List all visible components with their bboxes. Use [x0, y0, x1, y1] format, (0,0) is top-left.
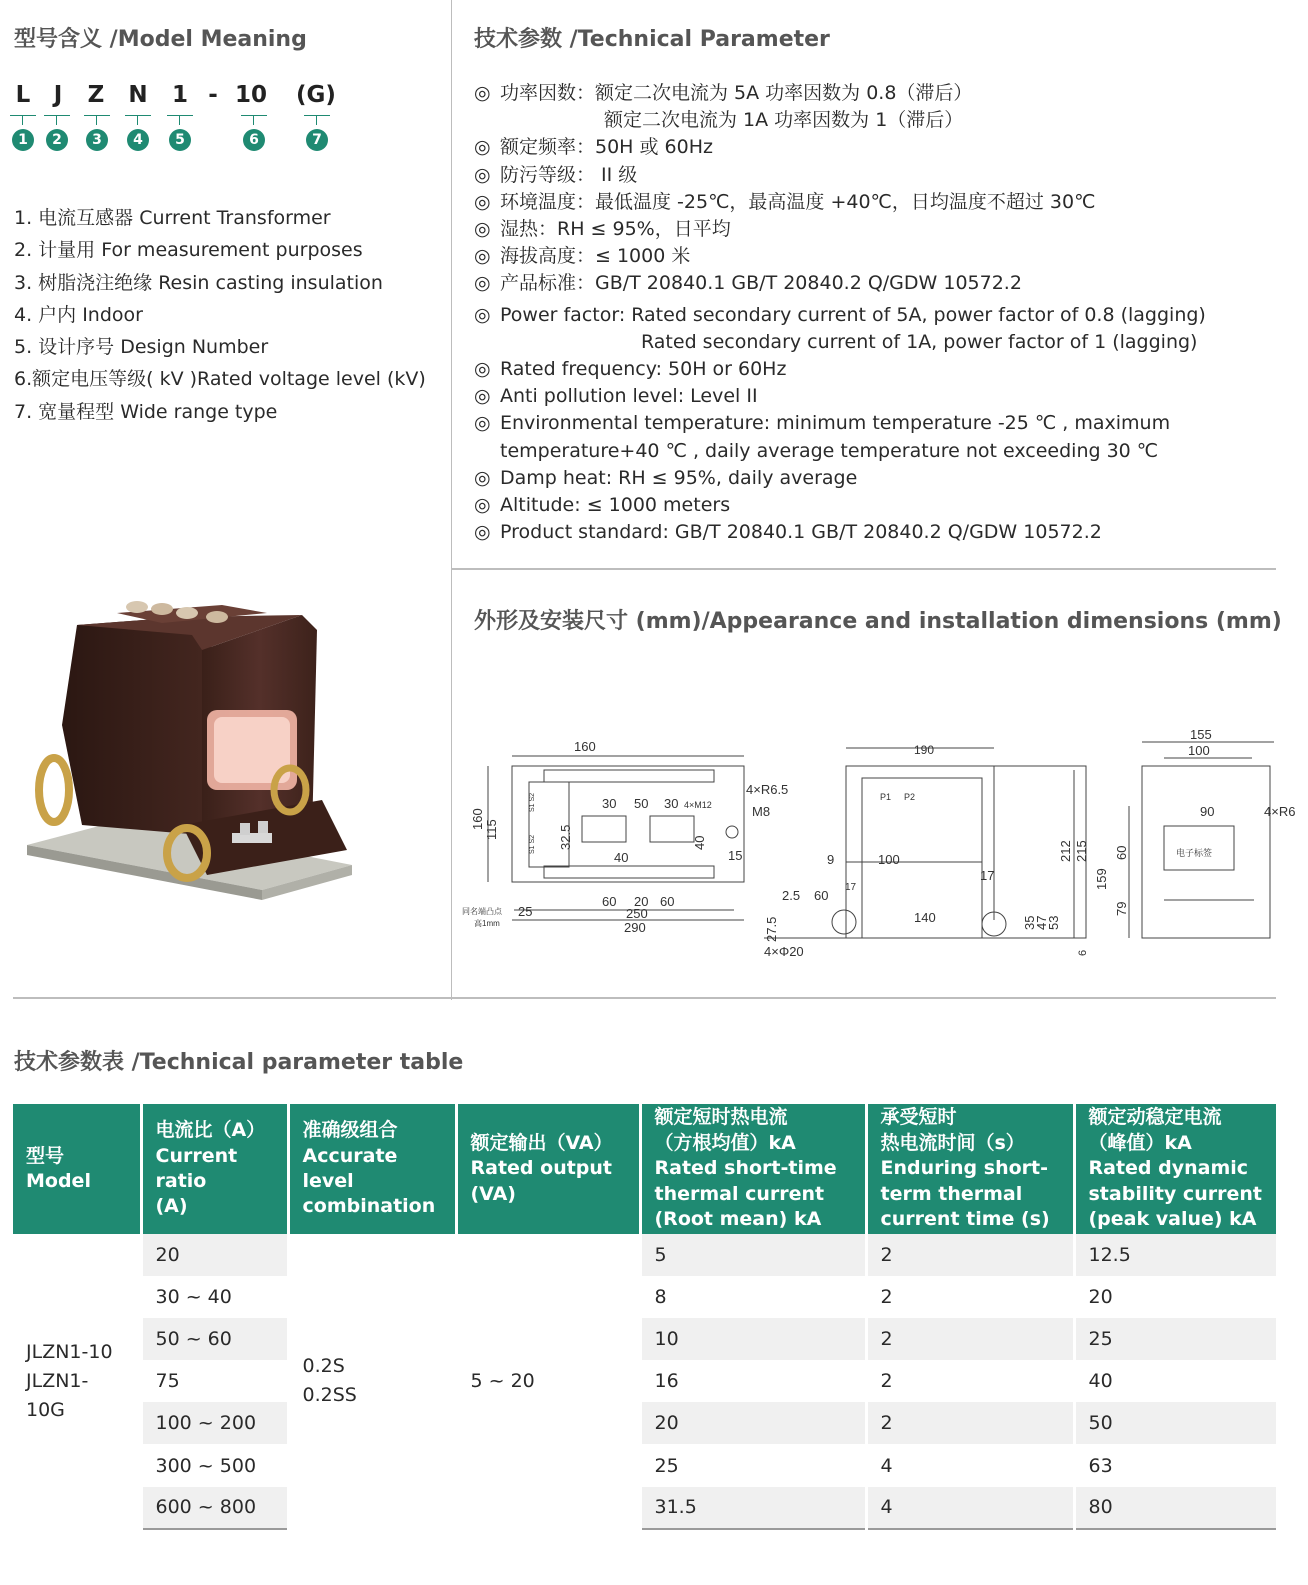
- code-number-badge: 2: [46, 129, 68, 151]
- tech-param-line: [474, 216, 1294, 243]
- model-meaning-title: 型号含义 /Model Meaning: [14, 27, 307, 52]
- code-connector: [137, 116, 138, 125]
- tech-param-line: [474, 329, 1294, 356]
- svg-text:17: 17: [845, 882, 857, 893]
- model-meaning-item: 4. 户内 Indoor: [14, 303, 143, 326]
- svg-text:高1mm: 高1mm: [474, 919, 500, 928]
- svg-text:P1: P1: [880, 792, 892, 802]
- code-underline: [167, 115, 193, 116]
- table-row: [13, 1487, 1276, 1529]
- svg-text:27.5: 27.5: [764, 916, 779, 942]
- svg-text:90: 90: [1200, 804, 1215, 819]
- tech-param-title: 技术参数 /Technical Parameter: [474, 27, 830, 52]
- bullet-icon: ◎: [474, 303, 491, 326]
- table-header-cell: 额定短时热电流 （方根均值）kA Rated short-time thermal current (Root mean) kA: [640, 1104, 866, 1234]
- svg-text:250: 250: [626, 906, 648, 921]
- thermal-current-cell: 20: [640, 1402, 866, 1444]
- model-code-letter: -: [208, 82, 218, 108]
- code-number-badge: 3: [86, 129, 108, 151]
- tech-param-line: [474, 80, 1294, 107]
- tech-param-text: Anti pollution level: Level II: [500, 385, 758, 408]
- code-number-badge: 5: [169, 129, 191, 151]
- model-meaning-item: 1. 电流互感器 Current Transformer: [14, 207, 331, 229]
- tech-param-line: [474, 383, 1294, 410]
- thermal-time-cell: 2: [866, 1318, 1074, 1360]
- tech-param-text: Product standard: GB/T 20840.1 GB/T 20840.2 Q/GDW 10572.2: [500, 521, 1102, 544]
- code-number-badge: 6: [243, 129, 265, 151]
- svg-text:同名端凸点: 同名端凸点: [462, 907, 502, 916]
- code-underline: [304, 115, 330, 116]
- model-meaning-item: 5. 设计序号 Design Number: [14, 336, 269, 359]
- bullet-icon: ◎: [474, 245, 491, 268]
- thermal-time-cell: 2: [866, 1360, 1074, 1402]
- thermal-time-cell: 4: [866, 1444, 1074, 1486]
- table-row: [13, 1402, 1276, 1444]
- tech-param-text: Environmental temperature: minimum temperature -25 ℃ , maximum: [500, 412, 1171, 435]
- svg-text:4×Φ20: 4×Φ20: [764, 944, 804, 959]
- table-row: [13, 1234, 1276, 1276]
- table-header-cell: 额定输出（VA） Rated output (VA): [456, 1104, 640, 1234]
- thermal-time-cell: 2: [866, 1234, 1074, 1276]
- tech-param-line: [474, 189, 1294, 216]
- tech-param-text: temperature+40 ℃ , daily average temperature not exceeding 30 ℃: [500, 439, 1159, 462]
- code-number-badge: 7: [306, 129, 328, 151]
- table-row: [13, 1360, 1276, 1402]
- tech-param-line: [474, 134, 1294, 161]
- tech-param-line: [474, 465, 1294, 492]
- code-connector: [316, 116, 317, 125]
- svg-text:100: 100: [1188, 743, 1210, 758]
- tech-param-text: 海拔高度：≤ 1000 米: [500, 245, 691, 268]
- svg-text:S1 S2: S1 S2: [529, 792, 536, 812]
- code-underline: [241, 115, 267, 116]
- tech-param-line: [474, 519, 1294, 546]
- svg-text:30: 30: [664, 796, 679, 811]
- code-underline: [10, 115, 36, 116]
- thermal-current-cell: 5: [640, 1234, 866, 1276]
- svg-text:25: 25: [518, 904, 533, 919]
- dynamic-current-cell: 40: [1088, 1370, 1113, 1393]
- tech-param-text: 功率因数：额定二次电流为 5A 功率因数为 0.8（滞后）: [500, 82, 973, 104]
- thermal-current-cell: 10: [640, 1318, 866, 1360]
- bullet-icon: ◎: [474, 272, 491, 295]
- tech-param-line: [474, 438, 1294, 465]
- model-code-letter: 10: [234, 82, 267, 108]
- table-row: [13, 1276, 1276, 1318]
- current-ratio-cell: 30 ~ 40: [141, 1276, 288, 1318]
- tech-param-line: [474, 162, 1294, 189]
- model-meaning-list: [14, 202, 444, 428]
- current-ratio-cell: 50 ~ 60: [141, 1318, 288, 1360]
- code-connector: [253, 116, 254, 125]
- tech-param-line: [474, 410, 1294, 437]
- model-meaning-item: 7. 宽量程型 Wide range type: [14, 400, 278, 423]
- svg-text:50: 50: [634, 796, 649, 811]
- svg-text:6: 6: [1077, 949, 1089, 956]
- svg-text:190: 190: [914, 743, 935, 757]
- vertical-divider: [451, 0, 452, 1000]
- bullet-icon: ◎: [474, 466, 491, 489]
- current-ratio-cell: 75: [141, 1360, 288, 1402]
- model-code-letter: J: [53, 82, 63, 108]
- tech-param-text: 额定二次电流为 1A 功率因数为 1（滞后）: [604, 109, 964, 132]
- code-connector: [22, 116, 23, 125]
- bullet-icon: ◎: [474, 494, 491, 517]
- svg-text:35: 35: [1022, 915, 1037, 930]
- tech-param-text: 产品标准：GB/T 20840.1 GB/T 20840.2 Q/GDW 10572.2: [500, 272, 1022, 295]
- dynamic-current-cell: 63: [1088, 1454, 1113, 1477]
- svg-text:60: 60: [660, 894, 675, 909]
- svg-text:32.5: 32.5: [558, 824, 573, 850]
- thermal-time-cell: 2: [866, 1276, 1074, 1318]
- svg-text:290: 290: [624, 920, 646, 935]
- svg-text:60: 60: [602, 894, 617, 909]
- model-meaning-item: 2. 计量用 For measurement purposes: [14, 239, 363, 262]
- code-number-badge: 4: [127, 129, 149, 151]
- svg-text:47: 47: [1034, 915, 1049, 930]
- tech-param-text: Rated secondary current of 1A, power factor of 1 (lagging): [641, 330, 1198, 353]
- current-ratio-cell: 100 ~ 200: [141, 1402, 288, 1444]
- table-header-cell: 额定动稳定电流 （峰值）kA Rated dynamic stability current (peak value) kA: [1074, 1104, 1276, 1234]
- product-photo: [22, 595, 374, 940]
- table-header-cell: 型号 Model: [13, 1104, 141, 1234]
- table-header-row: [13, 1104, 1276, 1234]
- table-header-cell: 准确级组合 Accurate level combination: [288, 1104, 456, 1234]
- svg-text:9: 9: [827, 852, 835, 867]
- current-ratio-cell: 600 ~ 800: [141, 1487, 288, 1529]
- bullet-icon: ◎: [474, 218, 491, 241]
- svg-text:115: 115: [484, 819, 499, 840]
- svg-text:15: 15: [728, 848, 743, 863]
- bullet-icon: ◎: [474, 136, 491, 159]
- dimension-drawing: [462, 720, 1296, 960]
- model-code-letter: Z: [87, 82, 105, 108]
- code-connector: [56, 116, 57, 125]
- tech-param-text: 防污等级： II 级: [500, 163, 638, 186]
- section-divider: [13, 997, 1276, 999]
- bullet-icon: ◎: [474, 190, 491, 213]
- svg-text:60: 60: [814, 888, 829, 903]
- svg-text:40: 40: [692, 835, 707, 850]
- section-divider: [452, 568, 1276, 570]
- thermal-current-cell: 25: [640, 1444, 866, 1486]
- tech-param-line: [474, 107, 1294, 134]
- code-number-badge: 1: [12, 129, 34, 151]
- code-underline: [125, 115, 151, 116]
- svg-text:215: 215: [1074, 840, 1089, 862]
- bullet-icon: ◎: [474, 163, 491, 186]
- accuracy-cell: 0.2S 0.2SS: [288, 1234, 456, 1529]
- model-code-letter: N: [128, 82, 148, 108]
- thermal-current-cell: 31.5: [640, 1487, 866, 1529]
- svg-text:60: 60: [1114, 845, 1129, 860]
- bullet-icon: ◎: [474, 412, 491, 435]
- model-code-letter: L: [15, 82, 31, 108]
- tech-param-text: 环境温度：最低温度 -25℃，最高温度 +40℃，日均温度不超过 30℃: [500, 190, 1096, 213]
- svg-text:159: 159: [1094, 868, 1109, 890]
- tech-param-text: Altitude: ≤ 1000 meters: [500, 494, 731, 517]
- param-table-title: 技术参数表 /Technical parameter table: [14, 1050, 464, 1075]
- svg-text:79: 79: [1114, 901, 1129, 916]
- svg-text:160: 160: [470, 808, 485, 830]
- table-row: [13, 1318, 1276, 1360]
- svg-text:2.5: 2.5: [782, 888, 801, 903]
- dynamic-current-cell: 80: [1074, 1487, 1276, 1529]
- thermal-current-cell: 8: [640, 1276, 866, 1318]
- code-connector: [96, 116, 97, 125]
- model-cell: JLZN1-10 JLZN1-10G: [13, 1234, 141, 1529]
- code-underline: [84, 115, 110, 116]
- tech-param-line: [474, 270, 1294, 297]
- table-header-cell: 电流比（A） Current ratio (A): [141, 1104, 288, 1234]
- svg-text:4×M12: 4×M12: [684, 800, 712, 810]
- svg-text:160: 160: [574, 739, 596, 754]
- dynamic-current-cell: 20: [1088, 1286, 1113, 1309]
- current-ratio-cell: 300 ~ 500: [141, 1444, 288, 1486]
- svg-text:17: 17: [980, 868, 995, 883]
- svg-text:30: 30: [602, 796, 617, 811]
- thermal-current-cell: 16: [640, 1360, 866, 1402]
- svg-text:M8: M8: [752, 804, 771, 819]
- table-row: [13, 1444, 1276, 1486]
- dimension-title: 外形及安装尺寸 (mm)/Appearance and installation dimensions (mm): [474, 609, 1282, 634]
- tech-param-line: [474, 302, 1294, 329]
- svg-text:53: 53: [1046, 915, 1061, 930]
- rated-output-cell: 5 ~ 20: [456, 1234, 640, 1529]
- svg-text:4×R6: 4×R6: [1264, 804, 1296, 819]
- technical-parameter-table: [13, 1104, 1276, 1530]
- tech-param-text: Damp heat: RH ≤ 95%, daily average: [500, 466, 858, 489]
- dynamic-current-cell: 25: [1074, 1318, 1276, 1360]
- tech-param-text: Power factor: Rated secondary current of 5A, power factor of 0.8 (lagging): [500, 303, 1206, 326]
- bullet-icon: ◎: [474, 82, 491, 104]
- svg-text:140: 140: [914, 910, 936, 925]
- tech-param-line: [474, 356, 1294, 383]
- tech-param-text: 湿热：RH ≤ 95%，日平均: [500, 218, 731, 241]
- dynamic-current-cell: 12.5: [1074, 1234, 1276, 1276]
- code-underline: [44, 115, 70, 116]
- dynamic-current-cell: 50: [1074, 1402, 1276, 1444]
- thermal-time-cell: 2: [866, 1402, 1074, 1444]
- svg-text:212: 212: [1058, 840, 1073, 862]
- model-code-letter: 1: [171, 82, 188, 108]
- svg-text:P2: P2: [904, 792, 916, 802]
- tech-param-line: [474, 243, 1294, 270]
- svg-text:40: 40: [614, 850, 629, 865]
- svg-text:电子标签: 电子标签: [1176, 848, 1213, 858]
- model-meaning-item: 3. 树脂浇注绝缘 Resin casting insulation: [14, 271, 383, 294]
- svg-text:20: 20: [634, 894, 649, 909]
- tech-param-text: Rated frequency: 50H or 60Hz: [500, 358, 787, 381]
- model-meaning-item: 6.额定电压等级( kV )Rated voltage level (kV): [14, 368, 426, 391]
- svg-text:155: 155: [1190, 727, 1212, 742]
- code-connector: [179, 116, 180, 125]
- tech-param-list: [474, 80, 1294, 546]
- tech-param-text: 额定频率：50H 或 60Hz: [500, 136, 713, 159]
- thermal-time-cell: 4: [866, 1487, 1074, 1529]
- current-ratio-cell: 20: [141, 1234, 288, 1276]
- table-header-cell: 承受短时 热电流时间（s） Enduring short- term thermal current time (s): [866, 1104, 1074, 1234]
- tech-param-line: [474, 492, 1294, 519]
- bullet-icon: ◎: [474, 358, 491, 381]
- svg-text:100: 100: [878, 852, 900, 867]
- svg-text:4×R6.5: 4×R6.5: [746, 782, 789, 797]
- bullet-icon: ◎: [474, 521, 491, 544]
- bullet-icon: ◎: [474, 385, 491, 408]
- svg-text:S1 S2: S1 S2: [529, 834, 536, 854]
- model-code-letter: (G): [296, 82, 336, 108]
